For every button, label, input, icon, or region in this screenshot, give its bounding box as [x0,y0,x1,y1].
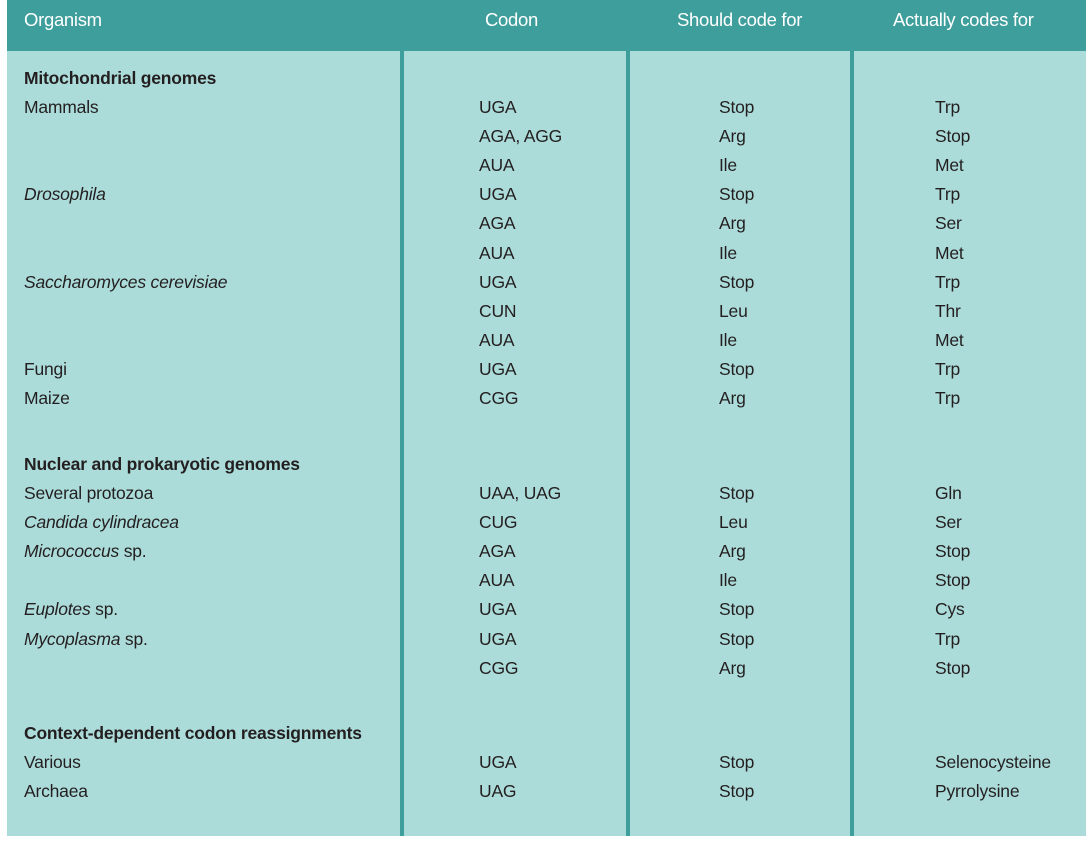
codon-cell: AUA [479,155,515,176]
table-row [7,155,1086,184]
should-code-for-cell: Arg [719,388,746,408]
should-code-for-cell: Stop [719,483,755,503]
table-row [7,752,1086,781]
actually-codes-for-cell: Stop [935,570,971,591]
organism-cell [24,541,146,562]
table-row [7,541,1086,570]
table-row [7,97,1086,126]
organism-suffix: sp. [120,628,148,649]
should-code-for-cell: Arg [719,541,746,562]
codon-cell: UGA [479,628,517,649]
codon-cell: UGA [479,752,517,772]
table-row [7,599,1086,628]
actually-codes-for-cell: Gln [935,483,962,503]
table-row [7,301,1086,330]
organism-name: Archaea [24,781,88,802]
should-code-for-cell: Stop [719,358,755,379]
codon-cell: CUG [479,512,518,533]
table-row [7,126,1086,155]
codon-cell: UAG [479,781,517,802]
organism-cell [24,483,153,504]
codon-cell: UGA [479,358,517,379]
codon-cell: UGA [479,271,517,292]
organism-italic: Euplotes [24,599,91,620]
organism-name: Several protozoa [24,483,154,503]
should-code-for-cell: Leu [719,300,748,321]
actually-codes-for-cell: Trp [935,271,961,292]
table-row [7,330,1086,359]
should-code-for-cell: Ile [719,242,737,263]
actually-codes-for-cell: Trp [935,184,961,205]
organism-cell [24,359,67,380]
section-title: Mitochondrial genomes [24,68,217,88]
organism-name: Fungi [24,358,67,379]
organism-cell [24,599,118,620]
actually-codes-for-cell: Ser [935,213,962,234]
actually-codes-for-cell: Selenocysteine [935,752,1051,772]
actually-codes-for-cell: Trp [935,97,961,117]
table-row [7,512,1086,541]
should-code-for-cell: Stop [719,184,755,205]
table-row [7,243,1086,272]
organism-name: Mammals [24,97,99,117]
actually-codes-for-cell: Ser [935,512,962,533]
header-should-code-for: Should code for [677,9,803,30]
actually-codes-for-cell: Trp [935,358,961,379]
codon-cell: AUA [479,570,515,591]
section-title: Context-dependent codon reassignments [24,723,362,743]
should-code-for-cell: Stop [719,271,755,292]
codon-cell: AUA [479,329,515,350]
should-code-for-cell: Stop [719,97,755,117]
organism-italic: Mycoplasma [24,628,121,649]
actually-codes-for-cell: Trp [935,628,961,649]
codon-cell: AGA, AGG [479,126,563,147]
organism-cell [24,272,227,293]
section-title: Nuclear and prokaryotic genomes [24,454,300,474]
organism-italic: Saccharomyces cerevisiae [24,271,228,292]
organism-cell [24,781,88,802]
actually-codes-for-cell: Stop [935,657,971,678]
header-actually-codes-for: Actually codes for [893,9,1034,30]
organism-italic: Drosophila [24,184,106,205]
organism-suffix: sp. [119,541,147,562]
codon-cell: CGG [479,657,519,678]
codon-cell: CGG [479,388,519,408]
actually-codes-for-cell: Trp [935,388,961,408]
organism-suffix: sp. [90,599,118,620]
codon-cell: UGA [479,599,517,620]
actually-codes-for-cell: Pyrrolysine [935,781,1020,802]
should-code-for-cell: Ile [719,155,737,176]
organism-name: Maize [24,388,70,408]
table-header [7,0,1086,51]
should-code-for-cell: Arg [719,126,746,147]
table-row [7,213,1086,242]
table-row [7,781,1086,810]
organism-cell [24,388,70,409]
organism-cell [24,752,81,773]
organism-cell [24,184,106,205]
table-row [7,359,1086,388]
actually-codes-for-cell: Stop [935,541,971,562]
should-code-for-cell: Arg [719,657,746,678]
actually-codes-for-cell: Thr [935,300,961,321]
should-code-for-cell: Stop [719,752,755,772]
actually-codes-for-cell: Met [935,155,964,176]
table-row [7,629,1086,658]
organism-cell [24,97,98,118]
table-row [7,184,1086,213]
codon-cell: AUA [479,242,515,263]
should-code-for-cell: Stop [719,628,755,649]
table-row [7,388,1086,417]
should-code-for-cell: Arg [719,213,746,234]
actually-codes-for-cell: Met [935,329,964,350]
should-code-for-cell: Leu [719,512,748,533]
should-code-for-cell: Stop [719,599,755,620]
codon-cell: UGA [479,184,517,205]
table-row [7,658,1086,687]
organism-italic: Candida cylindracea [24,512,179,533]
actually-codes-for-cell: Stop [935,126,971,147]
codon-cell: UGA [479,97,517,117]
codon-cell: CUN [479,300,517,321]
codon-table [7,0,1086,836]
codon-cell: AGA [479,541,516,562]
organism-cell [24,629,148,650]
header-codon: Codon [485,9,539,30]
actually-codes-for-cell: Cys [935,599,965,620]
codon-cell: AGA [479,213,516,234]
header-organism: Organism [24,9,102,30]
organism-name: Various [24,752,81,772]
should-code-for-cell: Ile [719,570,737,591]
table-row [7,570,1086,599]
actually-codes-for-cell: Met [935,242,964,263]
table-row [7,483,1086,512]
should-code-for-cell: Ile [719,329,737,350]
organism-italic: Micrococcus [24,541,120,562]
should-code-for-cell: Stop [719,781,755,802]
organism-cell [24,512,179,533]
table-row [7,272,1086,301]
codon-cell: UAA, UAG [479,483,562,503]
